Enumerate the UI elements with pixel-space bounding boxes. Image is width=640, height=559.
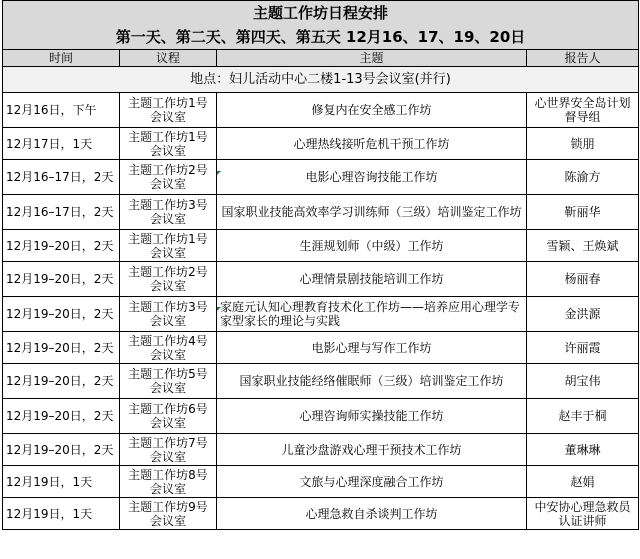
table-row (3, 262, 639, 297)
table-row (3, 93, 639, 128)
location-text: 地点：妇儿活动中心二楼1-13号会议室(并行) (3, 67, 639, 93)
table-row (3, 332, 639, 364)
schedule-dates: 第一天、第二天、第四天、第五天 12月16、17、19、20日 (3, 25, 639, 50)
cell-topic: 儿童沙盘游戏心理干预技术工作坊 (217, 434, 527, 466)
table-row (3, 128, 639, 160)
cell-speaker: 胡宝伟 (527, 364, 639, 399)
cell-speaker: 许丽霞 (527, 332, 639, 364)
cell-speaker: 赵娟 (527, 466, 639, 498)
table-row (3, 230, 639, 262)
header-time: 时间 (3, 50, 120, 67)
cell-time: 12月19–20日，2天 (3, 434, 120, 466)
cell-time: 12月16–17日，2天 (3, 160, 120, 195)
header-speaker: 报告人 (527, 50, 639, 67)
cell-time: 12月19–20日，2天 (3, 262, 120, 297)
cell-agenda: 主题工作坊3号会议室 (120, 195, 217, 230)
cell-time: 12月16–17日，2天 (3, 195, 120, 230)
cell-time: 12月19日，1天 (3, 498, 120, 530)
cell-speaker: 心世界安全岛计划督导组 (527, 93, 639, 128)
cell-topic: 心理热线接听危机干预工作坊 (217, 128, 527, 160)
table-row (3, 160, 639, 195)
cell-speaker: 中安协心理急救员认证讲师 (527, 498, 639, 530)
table-row (3, 434, 639, 466)
cell-topic: 电影心理咨询技能工作坊 (217, 160, 527, 195)
cell-speaker: 赵丰于桐 (527, 399, 639, 434)
cell-agenda: 主题工作坊4号会议室 (120, 332, 217, 364)
cell-speaker: 金洪源 (527, 297, 639, 332)
cell-topic: 文旅与心理深度融合工作坊 (217, 466, 527, 498)
cell-topic: 国家职业技能高效率学习训练师（三级）培训鉴定工作坊 (217, 195, 527, 230)
cell-time: 12月19–20日，2天 (3, 332, 120, 364)
title-row-2 (3, 25, 639, 50)
header-topic: 主题 (217, 50, 527, 67)
cell-agenda: 主题工作坊1号会议室 (120, 93, 217, 128)
cell-speaker: 杨丽春 (527, 262, 639, 297)
schedule-table (2, 0, 639, 530)
cell-topic: 心理急救自杀谈判工作坊 (217, 498, 527, 530)
cell-topic: 心理咨询师实操技能工作坊 (217, 399, 527, 434)
table-row (3, 498, 639, 530)
cell-topic: 国家职业技能经络催眠师（三级）培训鉴定工作坊 (217, 364, 527, 399)
cell-speaker: 雪颖、王焕斌 (527, 230, 639, 262)
cell-agenda: 主题工作坊2号会议室 (120, 262, 217, 297)
cell-comment-marker (217, 171, 221, 175)
schedule-sheet (2, 0, 638, 530)
schedule-title: 主题工作坊日程安排 (3, 1, 639, 26)
cell-topic: 修复内在安全感工作坊 (217, 93, 527, 128)
cell-agenda: 主题工作坊2号会议室 (120, 160, 217, 195)
cell-comment-marker (217, 307, 221, 311)
table-row (3, 399, 639, 434)
cell-speaker: 锁朋 (527, 128, 639, 160)
cell-topic: 家庭元认知心理教育技术化工作坊——培养应用心理学专家型家长的理论与实践 (217, 297, 527, 332)
cell-agenda: 主题工作坊1号会议室 (120, 128, 217, 160)
cell-time: 12月17日，1天 (3, 128, 120, 160)
table-row (3, 364, 639, 399)
cell-speaker: 靳丽华 (527, 195, 639, 230)
cell-time: 12月19–20日，2天 (3, 230, 120, 262)
cell-topic: 心理情景剧技能培训工作坊 (217, 262, 527, 297)
cell-speaker: 董琳琳 (527, 434, 639, 466)
cell-speaker: 陈渝方 (527, 160, 639, 195)
cell-agenda: 主题工作坊5号会议室 (120, 364, 217, 399)
column-header-row (3, 50, 639, 67)
table-row (3, 466, 639, 498)
header-agenda: 议程 (120, 50, 217, 67)
cell-time: 12月19日，1天 (3, 466, 120, 498)
cell-agenda: 主题工作坊6号会议室 (120, 399, 217, 434)
cell-time: 12月16日，下午 (3, 93, 120, 128)
location-row (3, 67, 639, 93)
cell-time: 12月19–20日，2天 (3, 364, 120, 399)
title-row-1 (3, 1, 639, 26)
cell-topic: 电影心理与写作工作坊 (217, 332, 527, 364)
table-row (3, 297, 639, 332)
cell-agenda: 主题工作坊7号会议室 (120, 434, 217, 466)
cell-agenda: 主题工作坊9号会议室 (120, 498, 217, 530)
cell-agenda: 主题工作坊3号会议室 (120, 297, 217, 332)
table-row (3, 195, 639, 230)
cell-time: 12月19–20日，2天 (3, 297, 120, 332)
cell-agenda: 主题工作坊1号会议室 (120, 230, 217, 262)
cell-time: 12月19–20日，2天 (3, 399, 120, 434)
cell-agenda: 主题工作坊8号会议室 (120, 466, 217, 498)
cell-topic: 生涯规划师（中级）工作坊 (217, 230, 527, 262)
